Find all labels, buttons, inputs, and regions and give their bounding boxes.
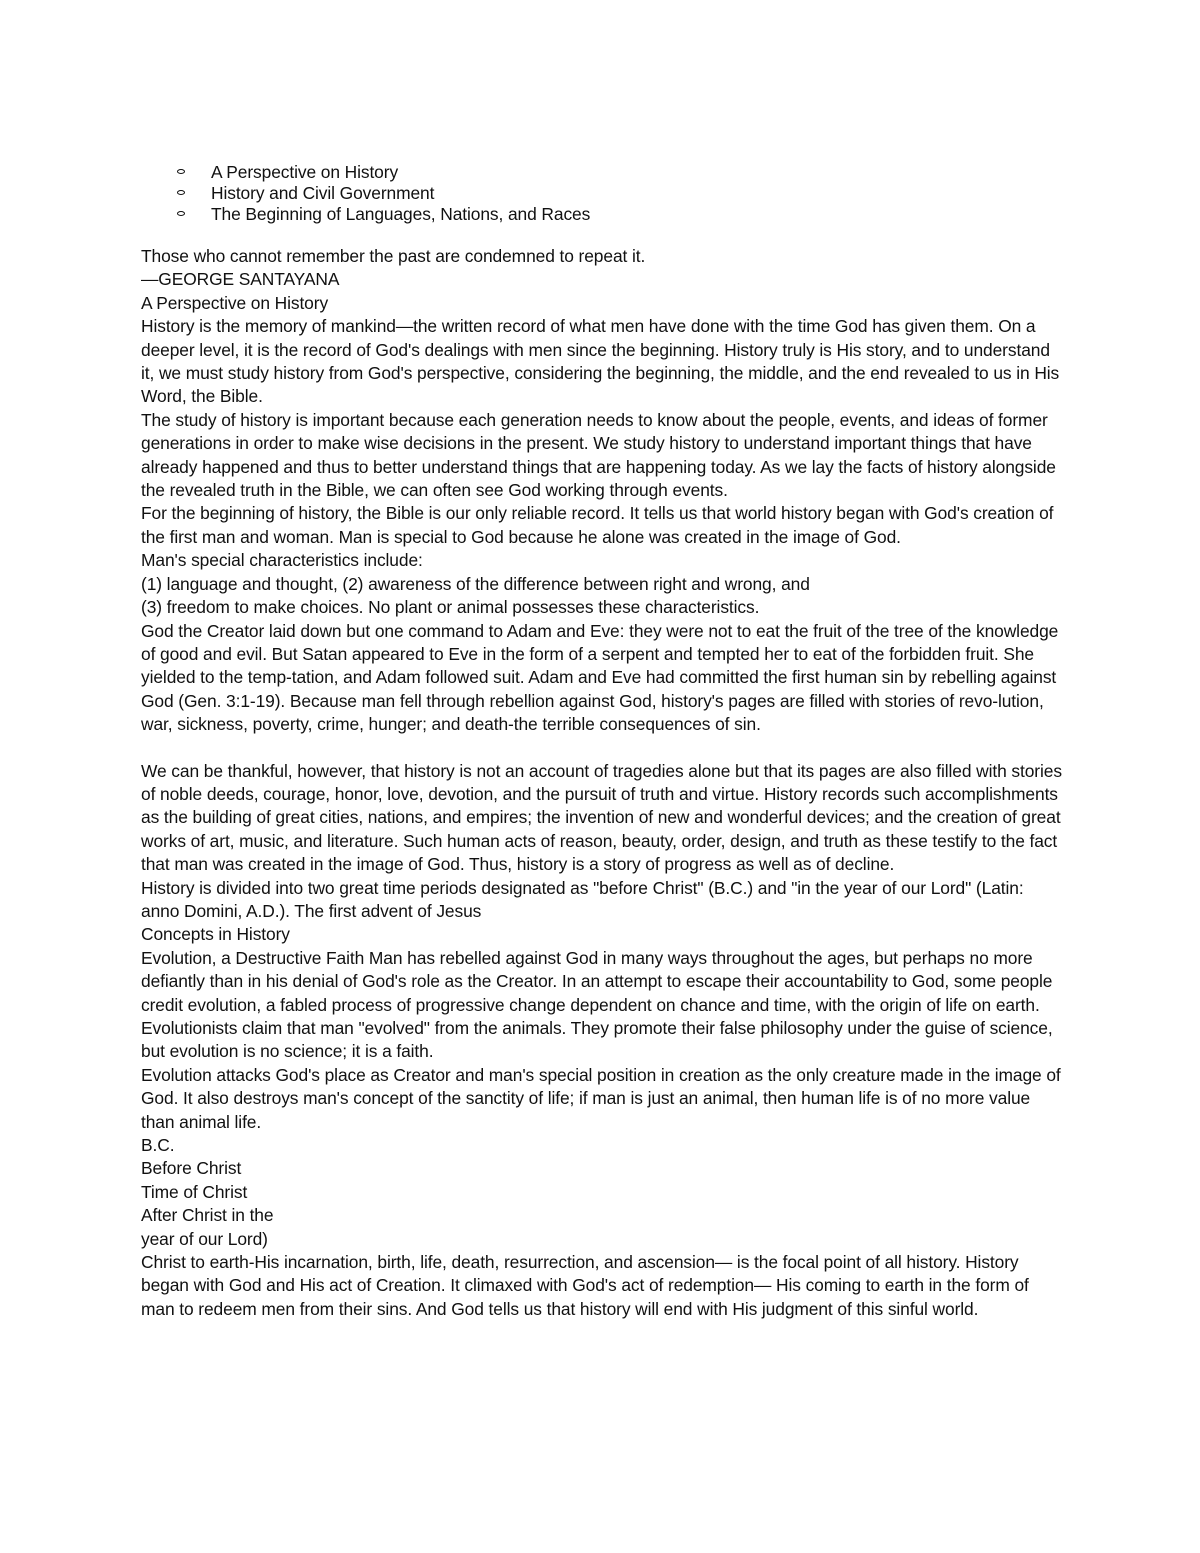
paragraph: We can be thankful, however, that history is not an account of tragedies alone but that its pages are also filled with stories of noble deeds, courage, honor, love, devotion, and the pursuit of truth and virtue. History records such accomplishments as the building of great cities, nations, and empires; the invention of new and wonderful devices; and the creation of great works of art, music, and literature. Such human acts of reason, beauty, order, design, and truth as these testify to the fact that man was created in the image of God. Thus, history is a story of progress as well as of decline. [141, 760, 1062, 875]
timeline-label: After Christ in the [141, 1205, 274, 1226]
paragraph: For the beginning of history, the Bible is our only reliable record. It tells us that world history began with God's creation of the first man and woman. Man is special to God because he alone was created in the image of God. [141, 503, 1054, 547]
paragraph: History is divided into two great time periods designated as "before Christ" (B.C.) and "in the year of our Lord" (Latin: anno Domini, A.D.). The first advent of Jesus [141, 877, 1024, 921]
paragraph: History is the memory of mankind—the written record of what men have done with the time God has given them. On a deeper level, it is the record of God's dealings with men since the beginning. History truly is His story, and to understand it, we must study history from God's perspective, considering the beginning, the middle, and the end revealed to us in His Word, the Bible. [141, 316, 1060, 407]
paragraph: Evolution, a Destructive Faith Man has rebelled against God in many ways throughout the ages, but perhaps no more defiantly than in his denial of God's role as the Creator. In an attempt to escape their accountability to God, some people credit evolution, a fabled process of progressive change dependent on chance and time, with the origin of life on earth. [141, 947, 1053, 1015]
list-item: History and Civil Government [141, 183, 1066, 204]
paragraph: Christ to earth-His incarnation, birth, life, death, resurrection, and ascension— is the focal point of all history. History began with God and His act of Creation. It climaxed with God's act of redemption— His coming to earth in the form of man to redeem men from their sins. And God tells us that history will end with His judgment of this sinful world. [141, 1252, 1029, 1319]
timeline-label: Time of Christ [141, 1181, 248, 1202]
paragraph: Evolutionists claim that man "evolved" from the animals. They promote their false philosophy under the guise of science, but evolution is no science; it is a faith. [141, 1018, 1053, 1062]
topic-list [141, 162, 1066, 225]
paragraph: (1) language and thought, (2) awareness of the difference between right and wrong, and [141, 573, 810, 594]
paragraph: (3) freedom to make choices. No plant or animal possesses these characteristics. [141, 597, 760, 618]
timeline-label: B.C. [141, 1135, 175, 1156]
paragraph: Man's special characteristics include: [141, 550, 423, 571]
list-item: The Beginning of Languages, Nations, and Races [141, 204, 1066, 225]
section-heading: A Perspective on History [141, 292, 329, 313]
blank-line [141, 737, 1066, 760]
hollow-bullet-icon [177, 169, 185, 174]
hollow-bullet-icon [177, 190, 185, 195]
epigraph-author: —GEORGE SANTAYANA [141, 269, 340, 290]
timeline-label: year of our Lord) [141, 1228, 268, 1249]
hollow-bullet-icon [177, 211, 185, 216]
section-heading: Concepts in History [141, 924, 290, 945]
document-page [141, 162, 1066, 1321]
timeline-label: Before Christ [141, 1158, 242, 1179]
list-item: A Perspective on History [141, 162, 1066, 183]
paragraph: God the Creator laid down but one command to Adam and Eve: they were not to eat the fruit of the tree of the knowledge of good and evil. But Satan appeared to Eve in the form of a serpent and tempted her to eat of the forbidden fruit. She yielded to the temp-tation, and Adam followed suit. Adam and Eve had committed the first human sin by rebelling against God (Gen. 3:1-19). Because man fell through rebellion against God, history's pages are filled with stories of revo-lution, war, sickness, poverty, crime, hunger; and death-the terrible consequences of sin. [141, 620, 1059, 735]
paragraph: Evolution attacks God's place as Creator and man's special position in creation as the only creature made in the image of God. It also destroys man's concept of the sanctity of life; if man is just an animal, then human life is of no more value than animal life. [141, 1064, 1061, 1132]
paragraph: The study of history is important because each generation needs to know about the people, events, and ideas of former generations in order to make wise decisions in the present. We study history to understand important things that have already happened and thus to better understand things that are happening today. As we lay the facts of history alongside the revealed truth in the Bible, we can often see God working through events. [141, 409, 1056, 501]
epigraph-quote: Those who cannot remember the past are condemned to repeat it. [141, 246, 646, 266]
